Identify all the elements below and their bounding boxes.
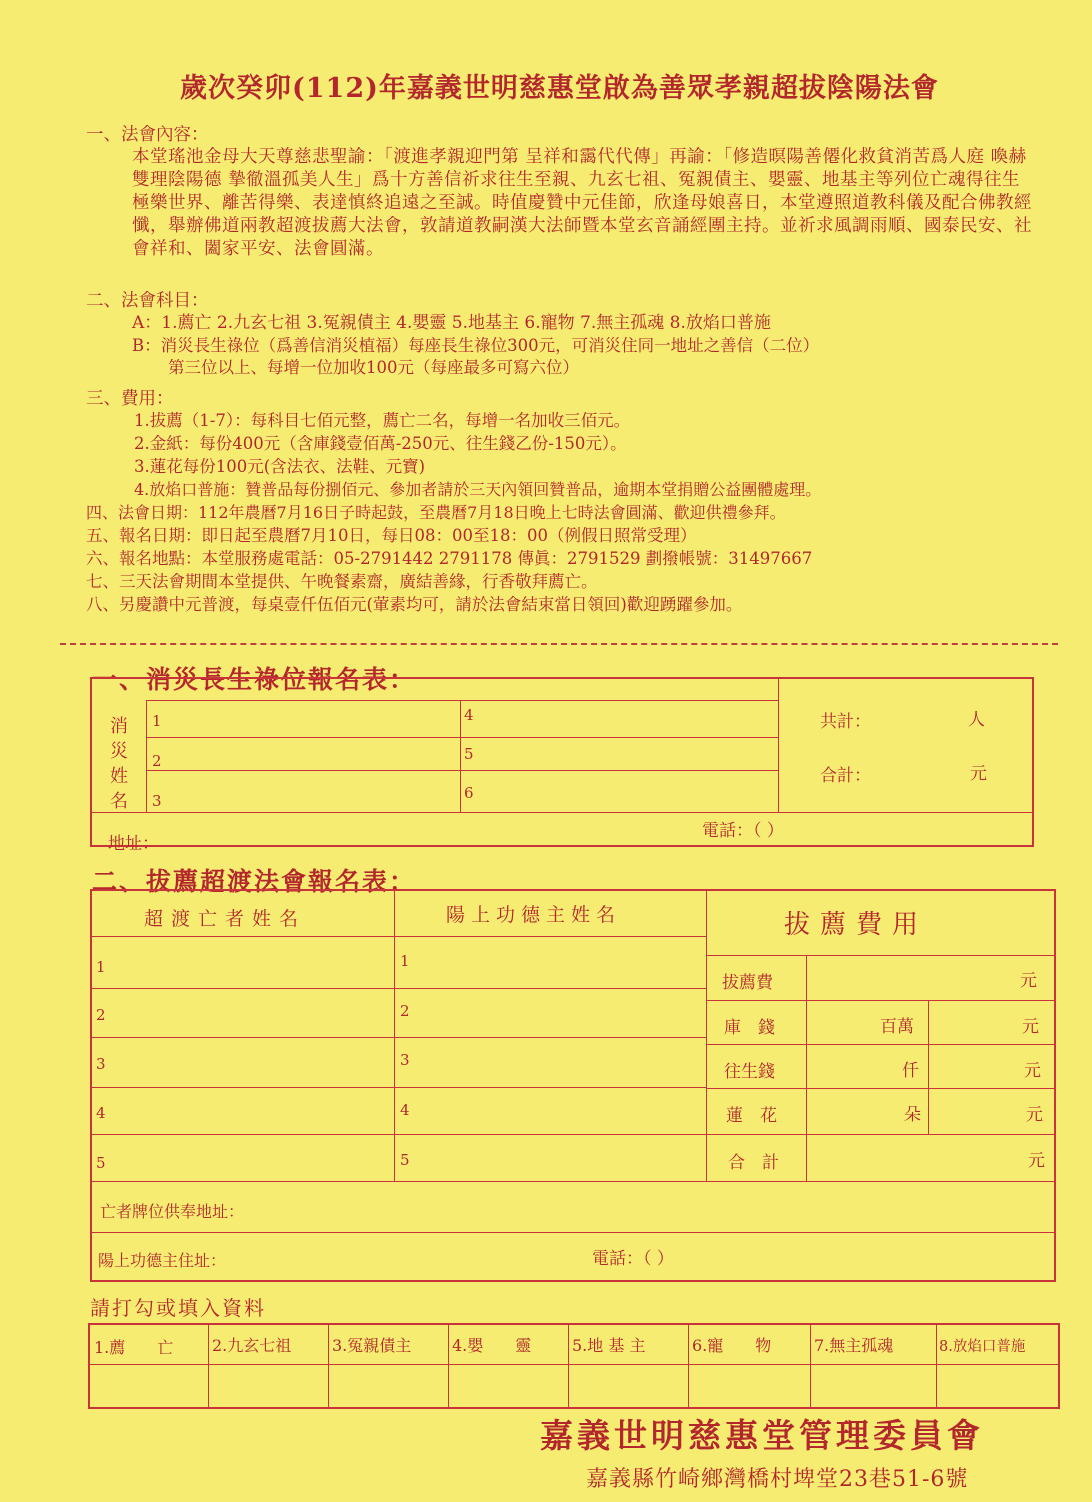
amount-unit: 元 [970, 764, 987, 784]
name-slot-5[interactable]: 5 [464, 745, 474, 763]
section-6: 六、報名地點：本堂服務處電話：05-2791442 2791178 傳眞：2791529 劃撥帳號：31497667 [86, 549, 813, 568]
tablet-address-label[interactable]: 亡者牌位供奉地址： [100, 1202, 245, 1221]
donor-row-5[interactable]: 5 [400, 1151, 410, 1169]
deceased-name-header: 超渡亡者姓名 [144, 908, 307, 930]
page-title: 歲次癸卯(112)年嘉義世明慈惠堂啟為善眾孝親超拔陰陽法會 [180, 73, 939, 104]
fee-line-4: 4.放焰口普施：贊普品每份捌佰元、參加者請於三天內領回贊普品，逾期本堂捐贈公益團體處理。 [134, 480, 822, 499]
deceased-row-4[interactable]: 4 [96, 1104, 106, 1122]
fee-unit-5: 元 [1028, 1151, 1045, 1171]
section-5: 五、報名日期：即日起至農曆7月10日，每日08：00至18：00（例假日照常受理） [86, 526, 697, 545]
deceased-row-3[interactable]: 3 [96, 1055, 106, 1073]
section-2-item-b: B：消災長生祿位（爲善信消災植福）每座長生祿位300元，可消災住同一地址之善信（二位） [132, 336, 820, 355]
fee-label-5: 合 計 [728, 1153, 779, 1173]
form-1-side-label: 消 災 姓 名 [110, 716, 128, 812]
name-slot-4[interactable]: 4 [464, 706, 474, 724]
fee-unit-4: 元 [1026, 1105, 1043, 1125]
address-label[interactable]: 地址： [108, 834, 159, 854]
check-item-5[interactable]: 5.地 基 主 [572, 1336, 646, 1355]
checklist-heading: 請打勾或填入資料 [90, 1296, 266, 1320]
check-item-7[interactable]: 7.無主孤魂 [814, 1336, 894, 1355]
section-7: 七、三天法會期間本堂提供、午晚餐素齋，廣結善緣，行香敬拜薦亡。 [86, 572, 598, 591]
donor-address-label[interactable]: 陽上功德主住址： [98, 1251, 227, 1270]
form-2-box [90, 889, 1056, 1282]
check-item-8[interactable]: 8.放焰口普施 [939, 1339, 1026, 1355]
footer-address: 嘉義縣竹崎鄉灣橋村埤堂23巷51-6號 [586, 1467, 969, 1492]
fee-line-2: 2.金紙：每份400元（含庫錢壹佰萬-250元、往生錢乙份-150元）。 [134, 434, 627, 453]
donor-phone-label[interactable]: 電話：（ ） [592, 1249, 674, 1269]
fee-mid-4: 朵 [904, 1105, 921, 1125]
donor-row-3[interactable]: 3 [400, 1051, 410, 1069]
section-2-item-a: A：1.薦亡 2.九玄七祖 3.冤親債主 4.嬰靈 5.地基主 6.寵物 7.無主孤魂 8.放焰口普施 [132, 313, 771, 333]
footer-org: 嘉義世明慈惠堂管理委員會 [540, 1416, 984, 1455]
donor-row-1[interactable]: 1 [400, 952, 410, 970]
section-4: 四、法會日期：112年農曆7月16日子時起鼓，至農曆7月18日晚上七時法會圓滿、歡迎供禮參拜。 [86, 503, 786, 522]
total-amount-label: 合計： [820, 766, 871, 786]
check-item-1[interactable]: 1.薦 亡 [94, 1338, 174, 1357]
donor-row-4[interactable]: 4 [400, 1101, 410, 1119]
name-slot-6[interactable]: 6 [464, 784, 474, 802]
name-slot-1[interactable]: 1 [152, 712, 162, 730]
name-slot-3[interactable]: 3 [152, 792, 162, 810]
form-1-heading: 一、消災長生祿位報名表： [92, 665, 417, 694]
section-1-body: 本堂瑤池金母大天尊慈悲聖諭：「渡進孝親迎門第 呈祥和靄代代傳」再諭：「修造暝陽善僊化救貧消苦爲人庭 喚赫雙理陰陽德 摯徹溫孤美人生」爲十方善信祈求往生至親、九玄七祖、冤親債主、嬰靈、地基主等列位亡魂得往生極樂世界、離苦得樂、表達慎終追遠之至誠。時值慶贊中元佳節，欣逢母娘喜日，本堂遵照道教科儀及配合佛教經懺，舉辦佛道兩教超渡拔薦大法會，敦請道教嗣漢大法師暨本堂玄音誦經團主持。並祈求風調雨順、國泰民安、社會祥和、闔家平安、法會圓滿。 [132, 147, 1032, 259]
section-3-heading: 三、費用： [86, 389, 174, 409]
check-item-2[interactable]: 2.九玄七祖 [212, 1336, 292, 1355]
section-2-heading: 二、法會科目： [86, 291, 209, 311]
fee-header: 拔薦費用 [784, 910, 929, 940]
fee-mid-3: 仟 [902, 1061, 919, 1081]
deceased-row-2[interactable]: 2 [96, 1006, 106, 1024]
fee-label-2: 庫 錢 [724, 1018, 775, 1038]
check-item-6[interactable]: 6.寵 物 [692, 1336, 772, 1355]
fee-mid-2: 百萬 [880, 1017, 914, 1037]
donor-name-header: 陽上功德主姓名 [446, 904, 622, 926]
fee-line-1: 1.拔薦（1-7）：每科目七佰元整，薦亡二名，每增一名加收三佰元。 [134, 411, 631, 430]
people-unit: 人 [968, 710, 985, 730]
section-2-item-b-cont: 第三位以上、每增一位加收100元（每座最多可寫六位） [168, 358, 579, 377]
form-1-box [90, 677, 1034, 847]
cut-line [60, 643, 1058, 645]
phone-label[interactable]: 電話：（ ） [702, 821, 784, 841]
deceased-row-1[interactable]: 1 [96, 958, 106, 976]
name-slot-2[interactable]: 2 [152, 752, 162, 770]
fee-label-3: 往生錢 [724, 1062, 775, 1082]
total-people-label: 共計： [820, 712, 871, 732]
donor-row-2[interactable]: 2 [400, 1002, 410, 1020]
fee-label-1: 拔薦費 [722, 973, 773, 993]
section-1-heading: 一、法會內容： [86, 125, 209, 145]
section-8: 八、另慶讚中元普渡，每桌壹仟伍佰元(葷素均可，請於法會結束當日領回)歡迎踴躍參加。 [86, 595, 743, 614]
fee-line-3: 3.蓮花每份100元(含法衣、法鞋、元寶) [134, 457, 426, 476]
fee-label-4: 蓮 花 [726, 1106, 777, 1126]
check-item-3[interactable]: 3.冤親債主 [332, 1336, 412, 1355]
form-2-heading: 二、拔薦超渡法會報名表： [92, 867, 417, 896]
deceased-row-5[interactable]: 5 [96, 1154, 106, 1172]
fee-unit-1: 元 [1020, 971, 1037, 991]
fee-unit-2: 元 [1022, 1017, 1039, 1037]
check-item-4[interactable]: 4.嬰 靈 [452, 1336, 532, 1355]
fee-unit-3: 元 [1024, 1061, 1041, 1081]
